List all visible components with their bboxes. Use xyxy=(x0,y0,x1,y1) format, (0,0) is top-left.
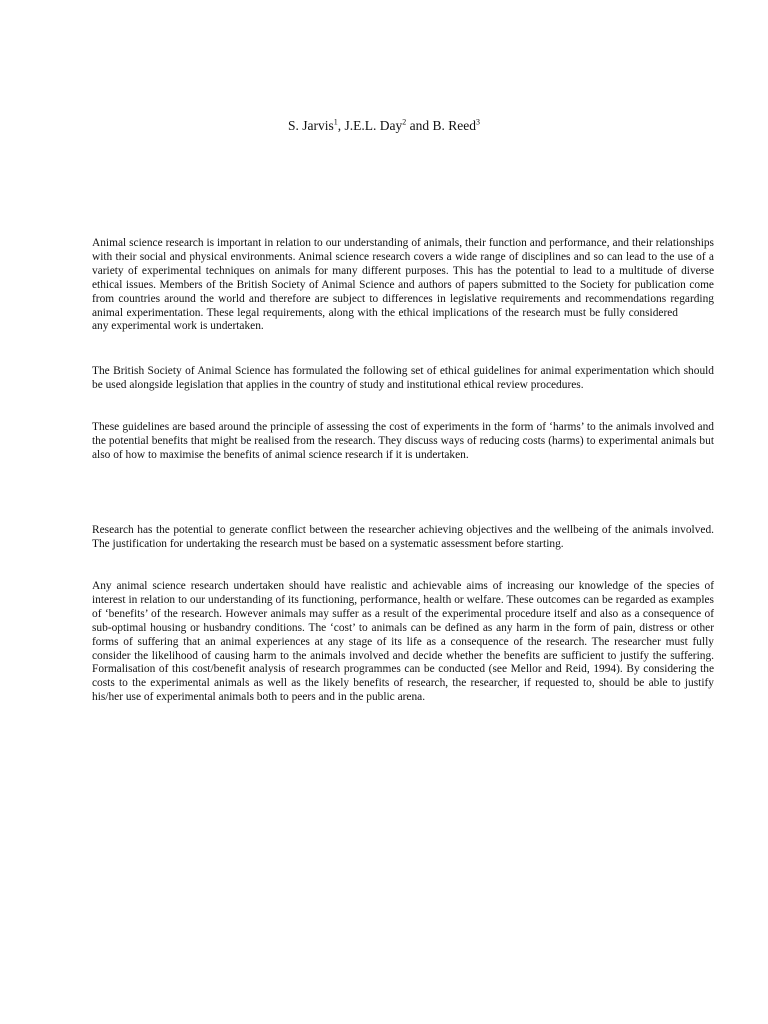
author-2-name: J.E.L. Day xyxy=(344,118,403,133)
author-line xyxy=(0,117,768,135)
author-1-affiliation: 1 xyxy=(333,117,338,127)
author-3-name: and B. Reed xyxy=(409,118,476,133)
paragraph-guidelines-formulated: The British Society of Animal Science has formulated the following set of ethical guidelines for animal experimentation which should be used alongside legislation that applies in the country of study and institutional ethical review procedures. xyxy=(92,365,714,391)
paragraph-introduction-text-b: any experimental work is undertaken. xyxy=(92,320,264,333)
paragraph-cost-benefit: Any animal science research undertaken should have realistic and achievable aims of increasing our knowledge of the species of interest in relation to our understanding of its functioning, performance, health or welfare. These outcomes can be regarded as examples of ‘benefits’ of the research. However animals may suffer as a result of the experimental procedure itself and also as a consequence of sub-optimal housing or husbandry conditions. The ‘cost’ to animals can be defined as any harm in the form of pain, distress or other forms of suffering that an animal experiences at any stage of its life as a consequence of the research. The researcher must fully consider the likelihood of causing harm to the animals involved and decide whether the benefits are sufficient to justify the suffering. Formalisation of this cost/benefit analysis of research programmes can be conducted (see Mellor and Reid, 1994). By considering the costs to the experimental animals as well as the likely benefits of research, the researcher, if requested to, should be able to justify his/her use of experimental animals both to peers and in the public arena. xyxy=(92,580,714,704)
author-2-affiliation: 2 xyxy=(402,117,407,127)
author-3-affiliation: 3 xyxy=(476,117,480,127)
paragraph-introduction xyxy=(92,237,714,334)
paragraph-conflict: Research has the potential to generate conflict between the researcher achieving objectives and the wellbeing of the animals involved. The justification for undertaking the research must be based on a systematic assessment before starting. xyxy=(92,524,714,550)
author-separator: , xyxy=(337,118,345,133)
paragraph-harms-benefits: These guidelines are based around the principle of assessing the cost of experiments in the form of ‘harms’ to the animals involved and the potential benefits that might be realised from the research. They discuss ways of reducing costs (harms) to experimental animals but also of how to maximise the benefits of animal science research if it is undertaken. xyxy=(92,421,714,461)
paragraph-introduction-text-a: Animal science research is important in relation to our understanding of animals, their function and performance, and their relationships with their social and physical environments. Animal science research covers a wide range of disciplines and so can lead to the use of a variety of experimental techniques on animals for many different purposes. This has the potential to lead to a multitude of diverse ethical issues. Members of the British Society of Animal Science and authors of papers submitted to the Society for publication come from countries around the world and therefore are subject to differences in legislative requirements and recommendations regarding animal experimentation. These legal requirements, along with the ethical implications of the research must be fully considered xyxy=(92,237,714,319)
author-1-name: S. Jarvis xyxy=(287,118,334,133)
